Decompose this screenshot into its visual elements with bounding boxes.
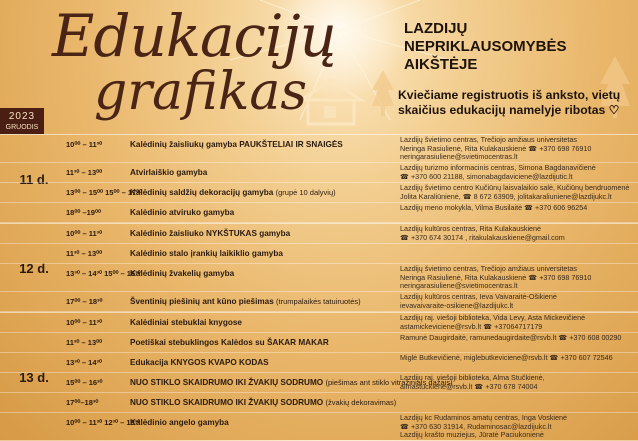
month-label: GRUODIS	[5, 124, 39, 131]
organizer-info	[400, 184, 636, 201]
organizer-line: Lazdijų turizmo informacinis centras, Simona Bagdanavičienė	[400, 164, 596, 172]
time-slot: 10⁰⁰ – 11³⁰ 12³⁰ – 13³⁰	[66, 418, 141, 427]
organizer-line: Lazdijų raj. viešoji biblioteka, Vida Levy, Asta Mickevičienė	[400, 314, 586, 322]
schedule-row	[0, 373, 638, 393]
schedule-row	[0, 292, 638, 312]
organizer-info	[400, 374, 636, 391]
organizer-line: Jolita Karaliūnienė, ☎ 8 672 63909, jolitakaraliuniene@lazdijukc.lt	[400, 191, 612, 201]
event-title	[130, 264, 234, 283]
event-name: Poetiškai stebuklingos Kalėdos su ŠAKAR MAKAR	[130, 338, 329, 347]
day-label: 13 d.	[19, 369, 49, 385]
event-title	[130, 244, 283, 263]
schedule-row	[0, 413, 638, 441]
event-name: Edukacija KNYGOS KVAPO KODAS	[130, 358, 269, 367]
day-block	[0, 134, 638, 223]
event-name: Atvirlaiškio gamyba	[130, 168, 208, 177]
organizer-info	[400, 136, 636, 162]
intro-text: Kviečiame registruotis iš anksto, vietų skaičius edukacijų namelyje ribotas ♡	[398, 88, 621, 117]
tree-icon	[372, 70, 394, 120]
organizer-info	[400, 354, 636, 363]
time-slot: 11³⁰ – 13⁰⁰	[66, 338, 103, 347]
event-note: (trumpalaikės tatuiruotės)	[276, 297, 361, 306]
organizer-line: ☎ +370 630 31914, Rudaminosac@lazdijukc.lt	[400, 421, 552, 431]
header	[0, 0, 638, 140]
organizer-line: Ramunė Daugirdaitė, ramunedaugirdaite@rsvb.lt ☎ +370 608 00290	[400, 334, 622, 342]
event-title	[130, 224, 290, 243]
organizer-info	[400, 164, 636, 181]
headline-line: NEPRIKLAUSOMYBĖS	[404, 38, 567, 55]
schedule-row	[0, 183, 638, 203]
organizer-line: ievavaivaraite-osikiene@lazdijukc.lt	[400, 300, 514, 310]
event-title	[130, 333, 329, 352]
time-slot: 17⁰⁰–18³⁰	[66, 398, 99, 407]
event-title	[130, 135, 343, 154]
organizer-line: Lazdijų švietimo centras, Trečiojo amžiaus universitetas	[400, 265, 577, 273]
time-slot: 17⁰⁰ – 18³⁰	[66, 297, 103, 306]
event-name: Kalėdinio atviruko gamyba	[130, 208, 235, 217]
event-title	[130, 163, 207, 182]
organizer-line: astamickeviciene@rsvb.lt ☎ +37064717179	[400, 321, 543, 331]
time-slot: 15⁰⁰ – 16³⁰	[66, 378, 103, 387]
schedule-row	[0, 203, 638, 223]
organizer-line: Lazdijų krašto muziejus, Jūratė Paciukonienė	[400, 430, 544, 440]
time-slot: 11³⁰ – 13⁰⁰	[66, 249, 103, 258]
organizer-line: Lazdijų kultūros centras, Rita Kulakauskienė	[400, 225, 542, 233]
schedule-row	[0, 313, 638, 333]
location-headline	[404, 20, 567, 74]
event-title	[130, 353, 269, 372]
event-note: (žvakių dekoravimas)	[325, 398, 397, 407]
event-note: (piešimas ant stiklo vitražiniais dažais)	[325, 378, 453, 387]
organizer-line: Lazdijų švietimo centro Kučiūnų laisvalaikio salė, Kučiūnų bendruomenė	[400, 184, 630, 192]
date-badge	[0, 108, 44, 134]
schedule-row	[0, 264, 638, 292]
event-name: Kalėdinio angelo gamyba	[130, 418, 229, 427]
organizer-line: Neringa Rasiulienė, Rita Kulakauskienė ☎ +370 698 76910	[400, 143, 592, 153]
organizer-line: almastuckiene@rsvb.lt ☎ +370 678 74004	[400, 381, 538, 391]
organizer-line: Lazdijų kc Rudaminos amatų centras, Inga Voskienė	[400, 414, 568, 422]
organizer-line: ☎ +370 674 30174 , ritakulakauskiene@gmail.com	[400, 232, 565, 242]
day-label: 11 d.	[19, 171, 49, 187]
page-subtitle: grafikas	[94, 62, 308, 122]
page-title: Edukacijų	[52, 2, 336, 70]
event-title	[130, 313, 242, 332]
event-title	[130, 413, 229, 432]
schedule-row	[0, 163, 638, 183]
organizer-info	[400, 204, 636, 213]
organizer-info	[400, 314, 636, 331]
time-slot: 13⁰⁰ – 15⁰⁰ 15⁰⁰ – 17⁰⁰	[66, 188, 143, 197]
headline-line: LAZDIJŲ	[404, 20, 468, 37]
event-name: Kalėdinių saldžių dekoracijų gamyba	[130, 188, 274, 197]
organizer-info	[400, 414, 636, 440]
organizer-line: neringarasiuliene@svietimocentras.lt	[400, 281, 518, 291]
time-slot: 11³⁰ – 13⁰⁰	[66, 168, 103, 177]
day-label: 12 d.	[19, 260, 49, 276]
event-title	[130, 203, 234, 222]
organizer-info	[400, 293, 636, 310]
time-slot: 13³⁰ – 14³⁰	[66, 358, 103, 367]
organizer-info	[400, 334, 636, 343]
time-slot: 10⁰⁰ – 11³⁰	[66, 318, 103, 327]
time-slot: 10⁰⁰ – 11³⁰	[66, 229, 103, 238]
event-name: Šventinių piešinių ant kūno piešimas	[130, 297, 274, 306]
schedule-row	[0, 393, 638, 413]
organizer-line: Lazdijų meno mokykla, Vilma Busilaitė ☎ +370 606 96254	[400, 204, 588, 212]
event-title	[130, 292, 361, 311]
schedule-row	[0, 244, 638, 264]
event-name: Kalėdinių žvakelių gamyba	[130, 269, 235, 278]
schedule-row	[0, 224, 638, 244]
organizer-line: Neringa Rasiulienė, Rita Kulakauskienė ☎ +370 698 76910	[400, 272, 592, 282]
organizer-info	[400, 265, 636, 291]
organizer-line: Lazdijų kultūros centras, Ieva Vaivaraitė-Ošikienė	[400, 293, 557, 301]
schedule-table	[0, 134, 638, 441]
event-name: Kalėdinių žaisliukų gamyba PAUKŠTELIAI IR SNAIGĖS	[130, 140, 343, 149]
organizer-line: neringarasiuliene@svietimocentras.lt	[400, 152, 518, 162]
headline-line: AIKŠTĖJE	[404, 56, 478, 73]
event-name: Kalėdiniai stebuklai knygose	[130, 318, 242, 327]
organizer-line: Lazdijų švietimo centras, Trečiojo amžiaus universitetas	[400, 136, 577, 144]
organizer-line: Lazdijų raj. viešoji biblioteka, Alma Stučkienė,	[400, 374, 545, 382]
organizer-line: ☎ +370 600 21188, simonabagdaviciene@lazdijutic.lt	[400, 171, 573, 181]
event-title	[130, 393, 396, 412]
time-slot: 10⁰⁰ – 11³⁰	[66, 140, 103, 149]
organizer-info	[400, 225, 636, 242]
event-name: Kalėdinio stalo įrankių laikiklio gamyba	[130, 249, 283, 258]
event-name: NUO STIKLO SKAIDRUMO IKI ŽVAKIŲ SODRUMO	[130, 398, 324, 407]
schedule-row	[0, 353, 638, 373]
day-block	[0, 223, 638, 312]
schedule-row	[0, 135, 638, 163]
organizer-line: Miglė Butkevičienė, miglebutkeviciene@rsvb.lt ☎ +370 607 72546	[400, 354, 613, 362]
time-slot: 13³⁰ – 14³⁰ 15⁰⁰ – 16³⁰	[66, 269, 141, 278]
event-name: Kalėdinio žaisliuko NYKŠTUKAS gamyba	[130, 229, 291, 238]
year-label: 2023	[8, 111, 36, 122]
time-slot: 18⁰⁰ –19⁰⁰	[66, 208, 101, 217]
event-name: NUO STIKLO SKAIDRUMO IKI ŽVAKIŲ SODRUMO	[130, 378, 324, 387]
event-note: (grupė 10 dalyvių)	[275, 188, 336, 197]
event-title	[130, 183, 336, 202]
schedule-row	[0, 333, 638, 353]
day-block	[0, 312, 638, 441]
